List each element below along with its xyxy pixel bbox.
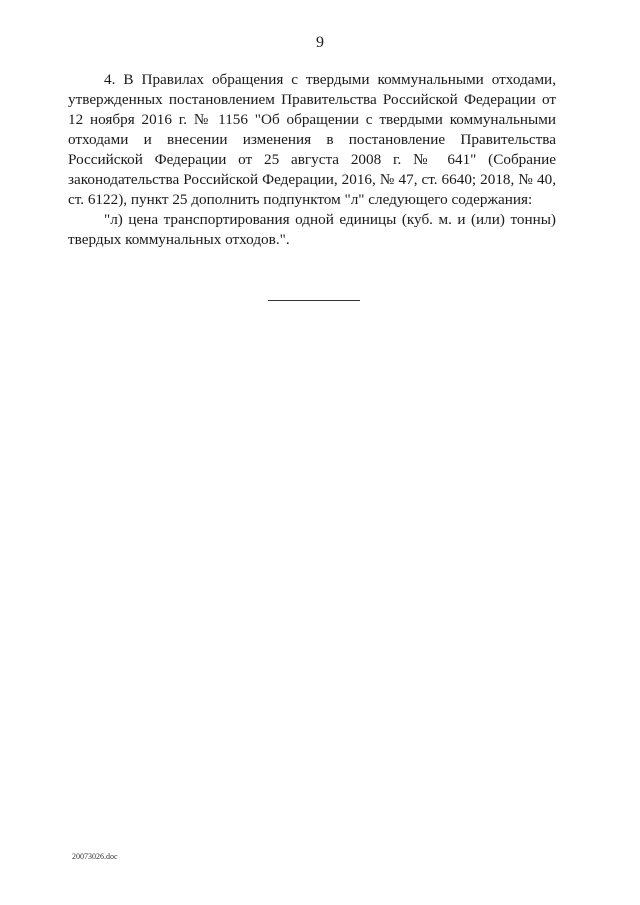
page-number: 9 (316, 34, 324, 51)
document-body (68, 70, 556, 250)
document-code: 20073026.doc (72, 852, 118, 861)
paragraph-subpoint-l: "л) цена транспортирования одной единицы (куб. м. и (или) тонны) твердых коммунальных отходов.". (68, 211, 556, 248)
end-divider (268, 300, 360, 301)
paragraph-amendment: 4. В Правилах обращения с твердыми коммунальными отходами, утвержденных постановлением Правительства Российской Федерации от 12 ноября 2016 г. № 1156 "Об обращении с твердыми коммунальными отходами и внесении изменения в постановление Правительства Российской Федерации от 25 августа 2008 г. № 641" (Собрание законодательства Российской Федерации, 2016, № 47, ст. 6640; 2018, № 40, ст. 6122), пункт 25 дополнить подпунктом "л" следующего содержания: (68, 71, 556, 208)
